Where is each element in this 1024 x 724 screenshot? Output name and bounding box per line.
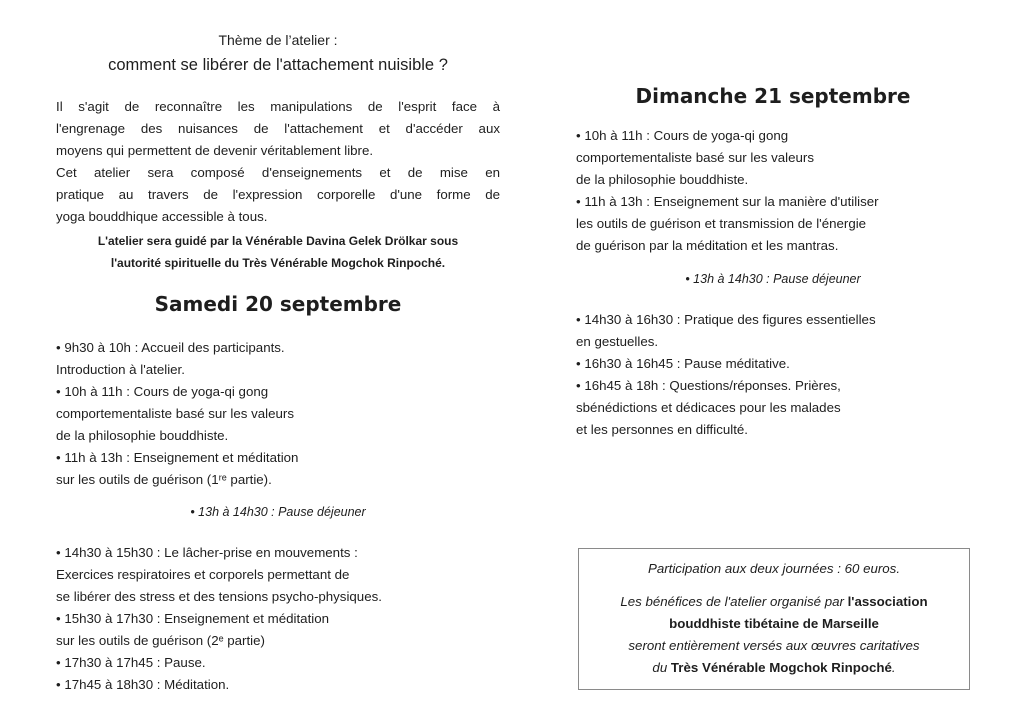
association-name: l'association (847, 594, 928, 609)
schedule-line: sur les outils de guérison (1ʳᵉ partie). (56, 472, 272, 487)
theme-title: comment se libérer de l'attachement nuisible ? (108, 56, 448, 74)
sunday-afternoon-schedule (576, 309, 970, 441)
schedule-line: • 16h30 à 16h45 : Pause méditative. (576, 356, 790, 371)
benefits-line (579, 594, 969, 609)
rinpoche-name: Très Vénérable Mogchok Rinpoché (670, 660, 892, 675)
intro-line: yoga bouddhique accessible à tous. (56, 209, 268, 224)
participation-price: Participation aux deux journées : 60 euros. (647, 561, 901, 576)
schedule-line: • 14h30 à 15h30 : Le lâcher-prise en mouvements : (56, 545, 358, 560)
benefits-line: seront entièrement versés aux œuvres caritatives (628, 638, 920, 653)
intro-text (56, 96, 500, 228)
intro-line: Cet atelier sera composé d'enseignements et de mise en (56, 165, 500, 180)
schedule-line: • 15h30 à 17h30 : Enseignement et méditation (56, 611, 330, 626)
association-name: bouddhiste tibétaine de Marseille (669, 616, 879, 631)
sunday-lunch-break: • 13h à 14h30 : Pause déjeuner (685, 272, 861, 286)
guided-by-note (56, 230, 500, 274)
schedule-line: Introduction à l'atelier. (56, 362, 185, 377)
saturday-lunch-break: • 13h à 14h30 : Pause déjeuner (190, 505, 366, 519)
schedule-line: • 10h à 11h : Cours de yoga-qi gong (576, 128, 789, 143)
schedule-line: • 16h45 à 18h : Questions/réponses. Prières, (576, 378, 841, 393)
saturday-title: Samedi 20 septembre (154, 292, 402, 316)
saturday-morning-schedule (56, 337, 500, 491)
schedule-line: • 11h à 13h : Enseignement et méditation (56, 450, 299, 465)
guided-line: l'autorité spirituelle du Très Vénérable Mogchok Rinpoché. (110, 256, 446, 270)
benefits-line (579, 616, 969, 631)
schedule-line: sbénédictions et dédicaces pour les malades (576, 400, 841, 415)
intro-line: Il s'agit de reconnaître les manipulations de l'esprit face à (56, 99, 500, 114)
intro-line: l'engrenage des nuisances de l'attachement et d'accéder aux (56, 121, 500, 136)
schedule-line: comportementaliste basé sur les valeurs (576, 150, 814, 165)
benefits-text: . (891, 660, 896, 675)
sunday-title: Dimanche 21 septembre (635, 84, 911, 108)
schedule-line: et les personnes en difficulté. (576, 422, 748, 437)
schedule-line: • 10h à 11h : Cours de yoga-qi gong (56, 384, 269, 399)
schedule-line: de la philosophie bouddhiste. (56, 428, 229, 443)
guided-line: L'atelier sera guidé par la Vénérable Davina Gelek Drölkar sous (97, 234, 459, 248)
schedule-line: • 14h30 à 16h30 : Pratique des figures essentielles (576, 312, 876, 327)
schedule-line: • 11h à 13h : Enseignement sur la manière d'utiliser (576, 194, 879, 209)
schedule-line: Exercices respiratoires et corporels permettant de (56, 567, 350, 582)
saturday-afternoon-schedule (56, 542, 500, 696)
schedule-line: se libérer des stress et des tensions psycho-physiques. (56, 589, 382, 604)
schedule-line: sur les outils de guérison (2ᵉ partie) (56, 633, 265, 648)
intro-line: pratique au travers de l'expression corporelle d'une forme de (56, 187, 500, 202)
participation-box (578, 548, 970, 690)
schedule-line: en gestuelles. (576, 334, 659, 349)
schedule-line: de la philosophie bouddhiste. (576, 172, 749, 187)
schedule-line: de guérison par la méditation et les mantras. (576, 238, 839, 253)
schedule-line: • 9h30 à 10h : Accueil des participants. (56, 340, 285, 355)
benefits-line (579, 660, 969, 675)
schedule-line: comportementaliste basé sur les valeurs (56, 406, 294, 421)
theme-label: Thème de l’atelier : (218, 32, 338, 48)
intro-line: moyens qui permettent de devenir véritablement libre. (56, 143, 374, 158)
benefits-text: du (652, 660, 671, 675)
sunday-morning-schedule (576, 125, 970, 257)
benefits-text: Les bénéfices de l'atelier organisé par (620, 594, 848, 609)
schedule-line: • 17h45 à 18h30 : Méditation. (56, 677, 230, 692)
schedule-line: • 17h30 à 17h45 : Pause. (56, 655, 206, 670)
schedule-line: les outils de guérison et transmission de l'énergie (576, 216, 867, 231)
